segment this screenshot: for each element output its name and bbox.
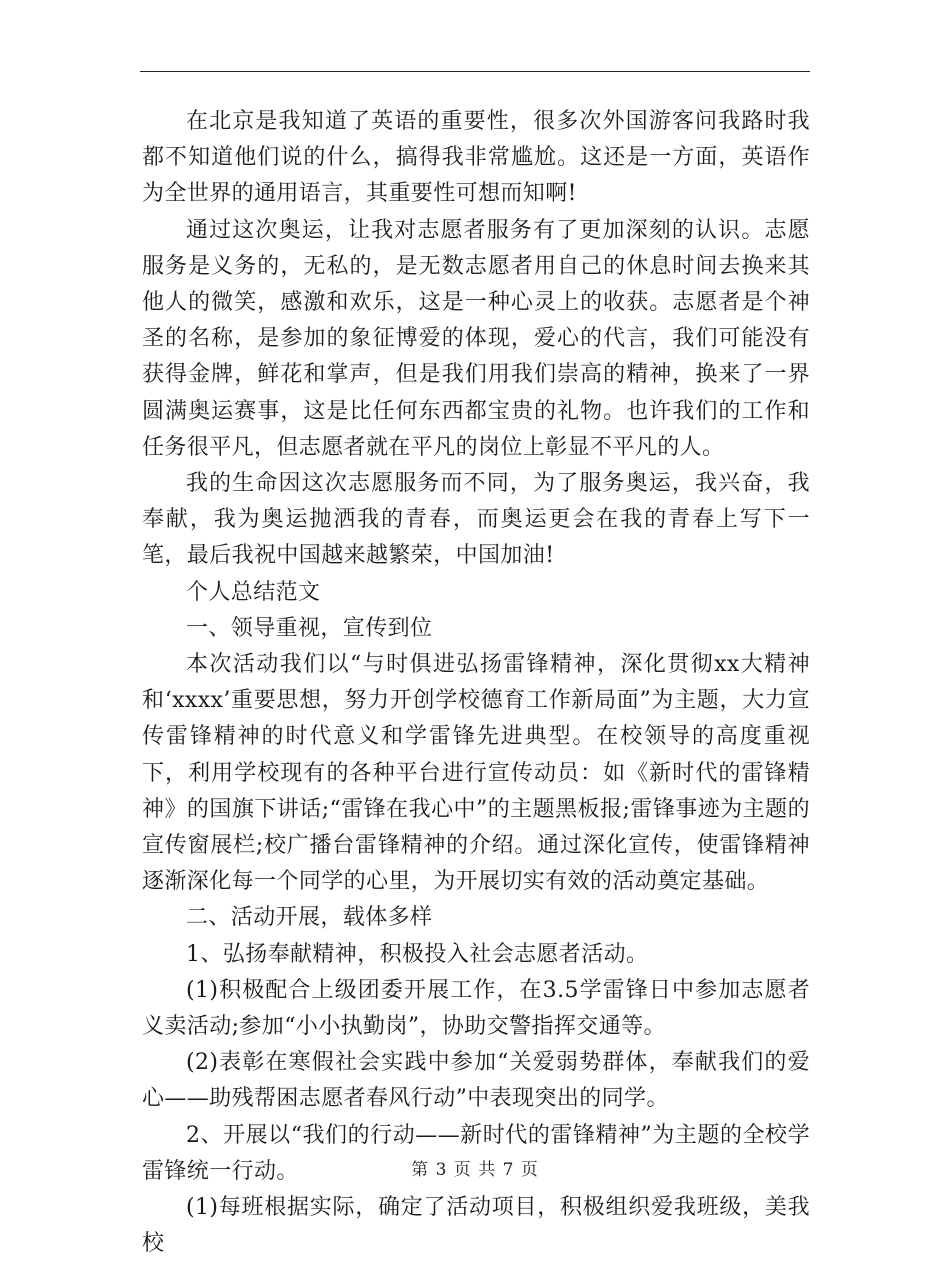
heading-activities: 二、活动开展，载体多样 xyxy=(186,905,433,931)
sub-item-cooperate: (1)积极配合上级团委开展工作，在3.5学雷锋日中参加志愿者义卖活动;参加“小小执勤岗”，协助交警指挥交通等。 xyxy=(142,977,810,1040)
list-item-unified-action: 2、开展以“我们的行动——新时代的雷锋精神”为主题的全校学雷锋统一行动。 xyxy=(142,1122,810,1184)
section-title-personal-summary: 个人总结范文 xyxy=(186,579,321,605)
paragraph-volunteer-service: 通过这次奥运，让我对志愿者服务有了更加深刻的认识。志愿服务是义务的，无私的，是无数志愿者用自己的休息时间去换来其他人的微笑，感激和欢乐，这是一种心灵上的收获。志愿者是个神圣的名称，是参加的象征博爱的体现，爱心的代言，我们可能没有获得金牌，鲜花和掌声，但是我们用我们崇高的精神，换来了一界圆满奥运赛事，这是比任何东西都宝贵的礼物。也许我们的工作和任务很平凡，但志愿者就在平凡的岗位上彰显不平凡的人。 xyxy=(142,217,810,460)
list-item-dedication: 1、弘扬奉献精神，积极投入社会志愿者活动。 xyxy=(186,941,649,967)
page-number-footer: 第 3 页 共 7 页 xyxy=(411,1160,539,1180)
header-rule xyxy=(140,71,810,72)
paragraph-campaign-theme: 本次活动我们以“与时俱进弘扬雷锋精神，深化贯彻xx大精神和‘xxxx’重要思想，努力开创学校德育工作新局面”为主题，大力宣传雷锋精神的时代意义和学雷锋先进典型。在校领导的高度重视下，利用学校现有的各种平台进行宣传动员：如《新时代的雷锋精神》的国旗下讲话;“雷锋在我心中”的主题黑板报;雷锋事迹为主题的宣传窗展栏;校广播台雷锋精神的介绍。通过深化宣传，使雷锋精神逐渐深化每一个同学的心里，为开展切实有效的活动奠定基础。 xyxy=(142,652,810,895)
paragraph-english-importance: 在北京是我知道了英语的重要性，很多次外国游客问我路时我都不知道他们说的什么，搞得我非常尴尬。这还是一方面，英语作为全世界的通用语言，其重要性可想而知啊! xyxy=(142,109,810,207)
heading-leadership: 一、领导重视，宣传到位 xyxy=(186,615,433,641)
sub-item-class-projects: (1)每班根据实际，确定了活动项目，积极组织爱我班级，美我校 xyxy=(142,1195,810,1257)
sub-item-commend: (2)表彰在寒假社会实践中参加“关爱弱势群体，奉献我们的爱心——助残帮困志愿者春风行动”中表现突出的同学。 xyxy=(142,1050,810,1112)
document-body xyxy=(142,104,810,1263)
paragraph-life-changed: 我的生命因这次志愿服务而不同，为了服务奥运，我兴奋，我奉献，我为奥运抛洒我的青春，而奥运更会在我的青春上写下一笔，最后我祝中国越来越繁荣，中国加油! xyxy=(142,471,810,569)
